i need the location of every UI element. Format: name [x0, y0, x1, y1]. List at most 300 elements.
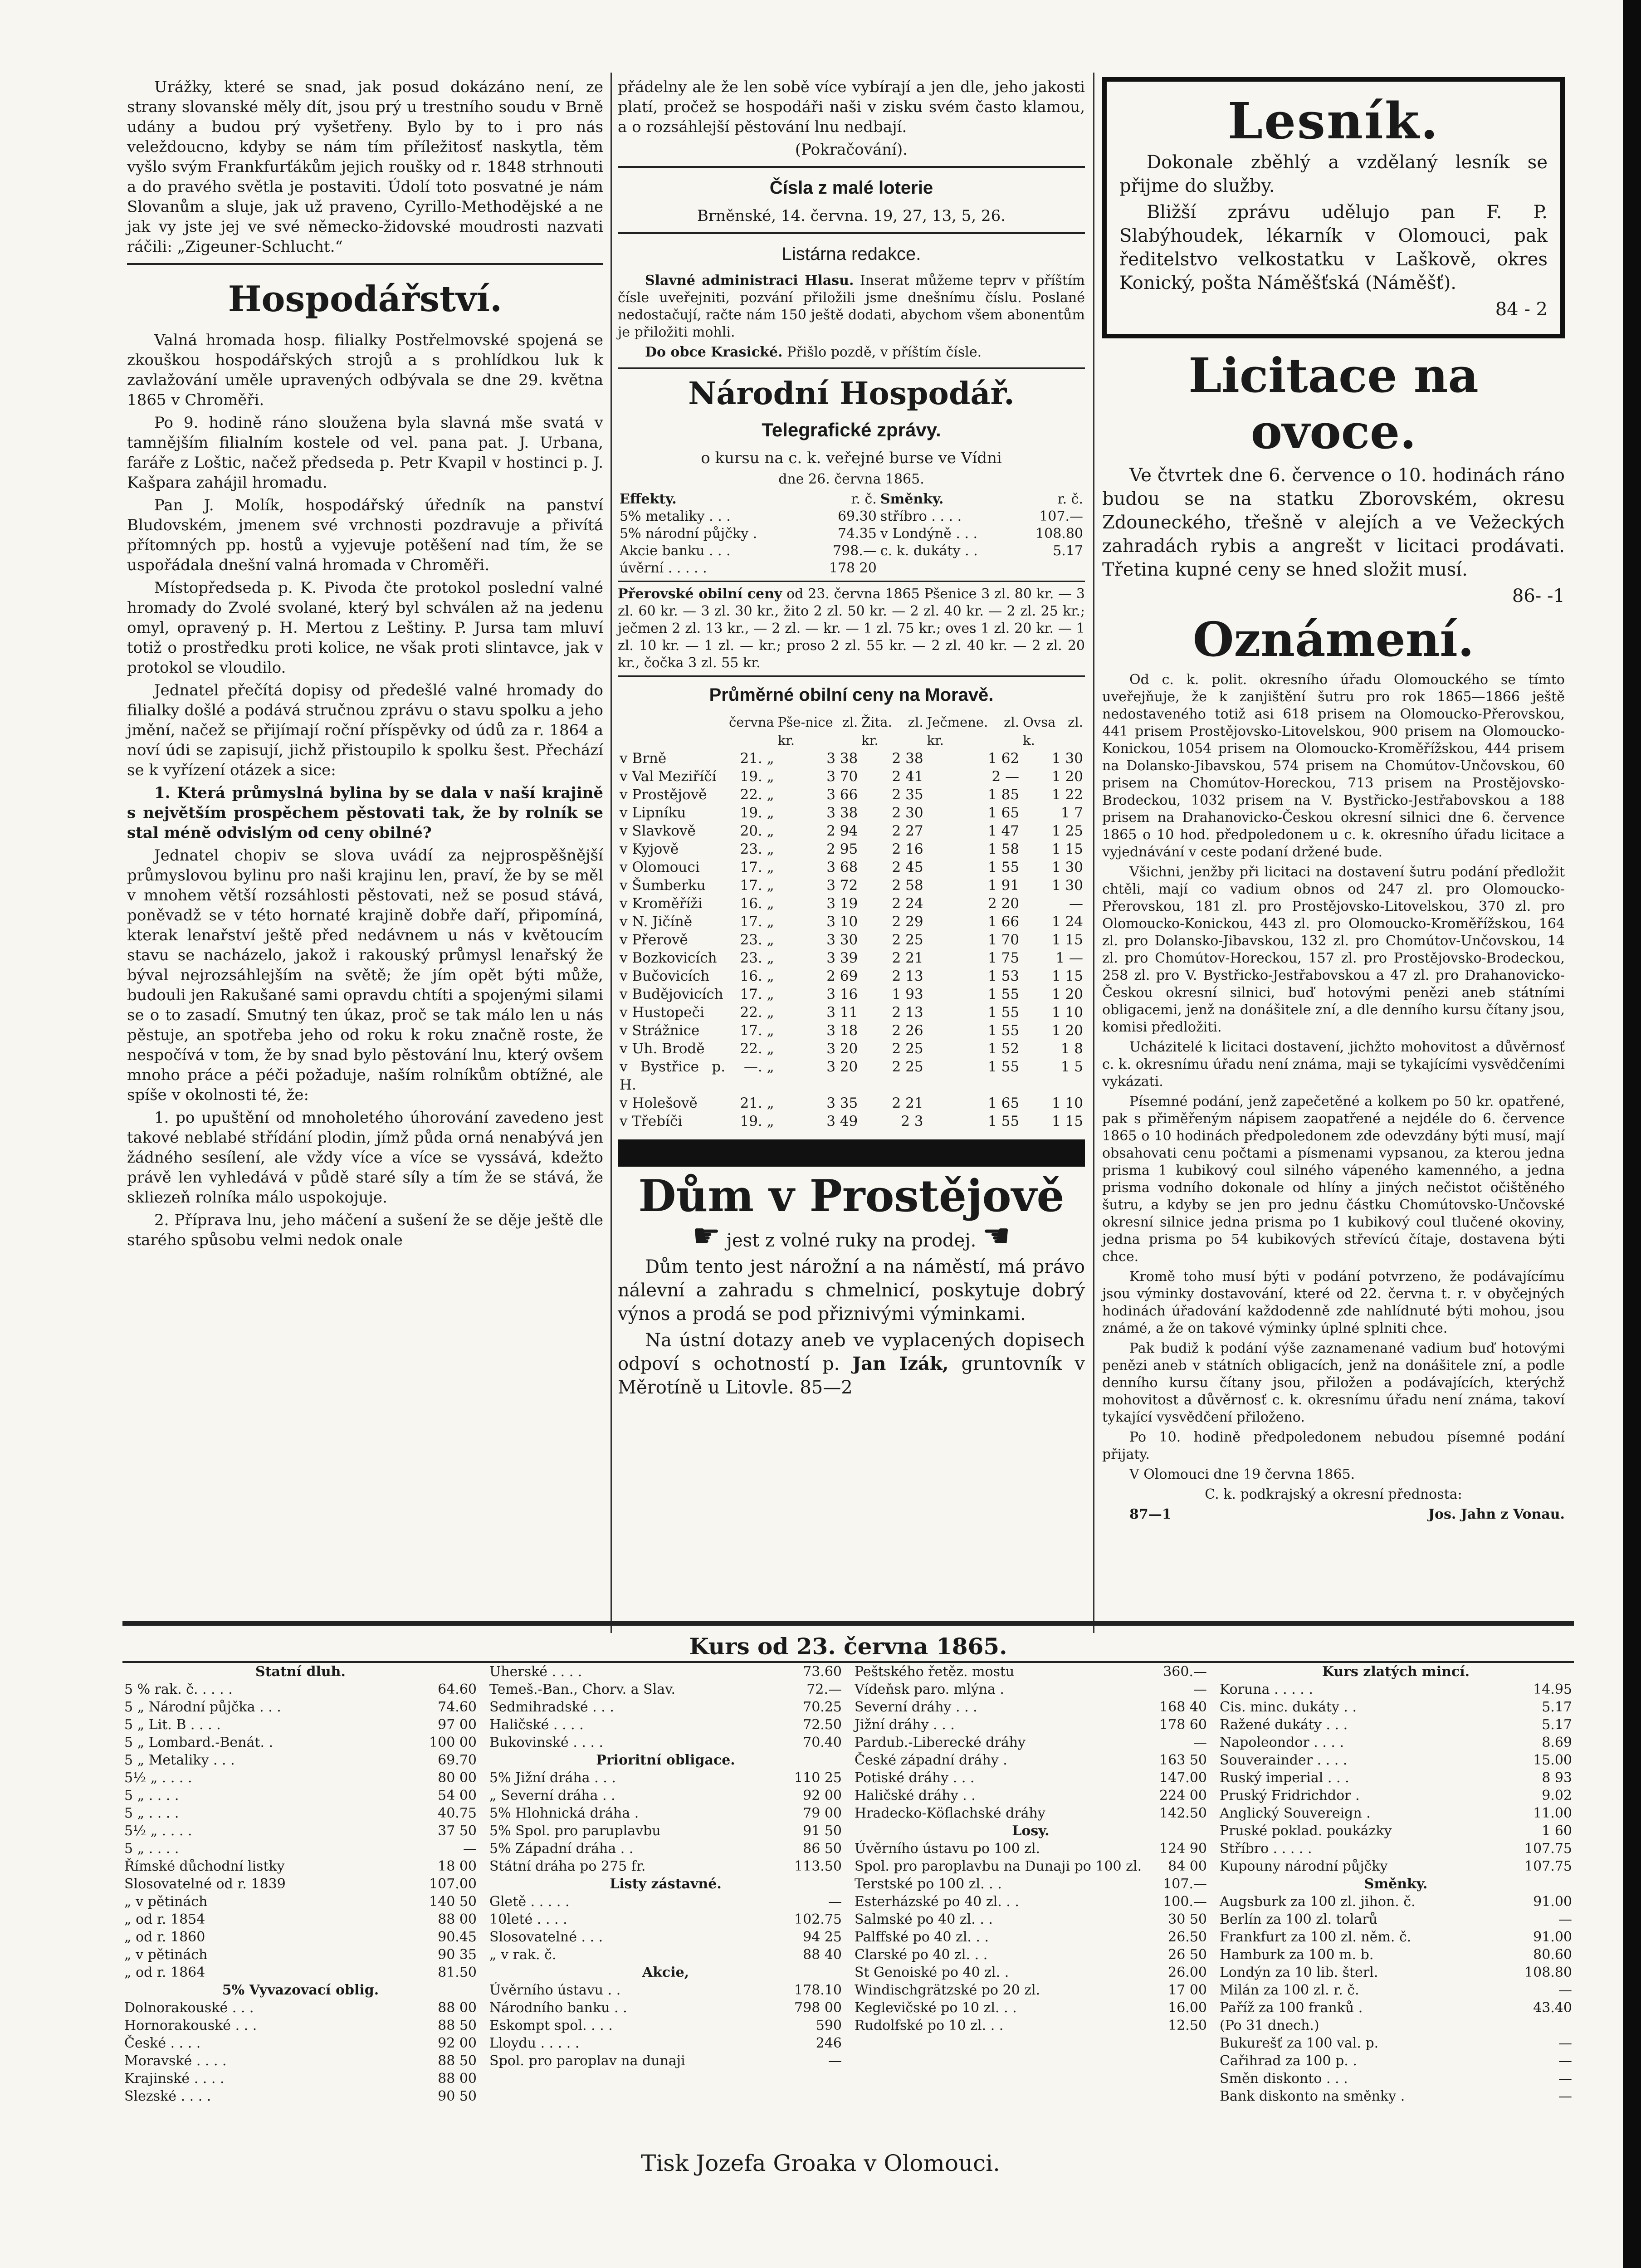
divider	[618, 367, 1085, 369]
table-row	[1218, 1681, 1574, 1698]
table-row	[1218, 2070, 1574, 2087]
cell: 5% metaliky . . .	[620, 508, 731, 524]
table-row	[122, 2087, 479, 2105]
cell: 3 16	[826, 986, 858, 1002]
cell-value: 246	[816, 2035, 842, 2051]
cell-value: —	[1558, 1982, 1572, 1998]
cell: 23. „	[740, 950, 774, 966]
table-row	[488, 1911, 844, 1928]
cell-value: 107.75	[1524, 1841, 1572, 1857]
cell: 1 53	[988, 968, 1020, 984]
cell: 1 —	[1055, 950, 1083, 966]
article-paragraph: Jednatel přečítá dopisy od předešlé valné hromady do filialky došlé a podává stručnou zprávu o stavu spolku a jeho jmění, načež se přijímají roční příspěvky od údů za r. 1864 a noví údi se zapisují, jichž přistoupilo k spolku šest. Přechází se k vyřízení otázek a sice:	[127, 681, 603, 779]
house-ad-text: Dům tento jest nárožní a na náměstí, má právo nálevní a zahradu s chmelnicí, poskytuje dobrý výnos a prodá se pod přiznivými výminkami.	[618, 1256, 1085, 1325]
table-row	[853, 1769, 1209, 1787]
telegraf-title: Telegrafické zprávy.	[762, 419, 941, 440]
table-row	[122, 1716, 479, 1734]
table-row	[618, 767, 1085, 786]
column-left	[127, 77, 603, 1253]
cell-value: —	[463, 1841, 477, 1857]
table-row	[1218, 2017, 1574, 2034]
cell-value: 37 50	[438, 1823, 477, 1839]
table-row	[488, 1734, 844, 1751]
pointing-hand-icon: ☛	[692, 1217, 721, 1254]
table-row	[1218, 1734, 1574, 1751]
cell-value: 5.17	[1542, 1717, 1572, 1733]
effects-head-rc: r. č.	[851, 491, 877, 507]
cell-value: 17 00	[1168, 1982, 1207, 1998]
cell-label: Palffské po 40 zl. . .	[855, 1929, 989, 1945]
column-header: Ječmene. zl. kr.	[927, 714, 1020, 748]
table-row	[618, 949, 1085, 967]
kurs-column-4	[1218, 1663, 1574, 2105]
table-row	[1218, 1999, 1574, 2017]
cell: v Kyjově	[620, 841, 679, 857]
cell-label: Bukurešť za 100 val. p.	[1220, 2035, 1379, 2051]
cell-label: Slosovatelné . . .	[489, 1929, 603, 1945]
cell: 3 35	[826, 1095, 858, 1111]
cell-label: 5 „ . . . .	[124, 1841, 179, 1857]
table-row	[618, 1112, 1085, 1130]
lesnik-title: Lesník.	[1227, 92, 1440, 150]
cell: 5% národní půjčky .	[620, 526, 757, 542]
oznameni-paragraph: Pak budiž k podání výše zaznamenané vadium buď hotovými penězi aneb v státních obligacích, jenž na donášitele zní, a podle denního kursu čítany jsou, přiložen a podávajících, kterýchž mohovitost a důvěrnosť c. k. okresnímu úřadu není známa, takoví tykající vysvědčení přiloženo.	[1102, 1340, 1565, 1425]
listarna-text: Přišlo pozdě, v příštím čísle.	[787, 344, 982, 360]
cell-label: 5½ „ . . . .	[124, 1770, 192, 1786]
table-row	[122, 2070, 479, 2087]
cell-label: Pardub.-Liberecké dráhy	[855, 1735, 1026, 1750]
cell: 2 26	[892, 1022, 923, 1039]
exchange-rates-title: Kurs od 23. června 1865.	[689, 1633, 1007, 1660]
section-heading: Listy zástavné.	[610, 1876, 722, 1892]
cell: 3 11	[826, 1004, 858, 1021]
cell: 1 70	[988, 932, 1020, 948]
to-be-continued: (Pokračování).	[795, 141, 908, 159]
cell-value: 73.60	[803, 1664, 842, 1680]
table-row	[618, 1040, 1085, 1058]
grain-price-table	[618, 713, 1085, 1130]
cell-label: Rudolfské po 10 zl. . .	[855, 2018, 1004, 2033]
cell-label: „ od r. 1860	[124, 1929, 205, 1945]
cell: 1 55	[988, 859, 1020, 875]
cell: 1 55	[988, 986, 1020, 1002]
column-header	[618, 713, 727, 749]
oznameni-signature: Jos. Jahn z Vonau.	[1428, 1506, 1565, 1522]
cell-label: České západní dráhy .	[855, 1752, 1007, 1768]
cell: 2 —	[991, 768, 1020, 785]
article-paragraph: 2. Příprava lnu, jeho máčení a sušení že se děje ještě dle starého spůsobu velmi nedok onale	[127, 1211, 603, 1249]
house-ad-name: Jan Izák,	[852, 1353, 949, 1374]
cell: 1 55	[988, 1004, 1020, 1021]
cell: 2 25	[892, 1059, 923, 1075]
oznameni-paragraph: Ucházitelé k licitaci dostavení, jichžto mohovitost a důvěrnosť c. k. okresnímu úřadu není známa, maji se tykajícími vysvědčeními vykázati.	[1102, 1039, 1565, 1090]
cell-label: 5 „ Lit. B . . . .	[124, 1717, 221, 1733]
table-row	[122, 2017, 479, 2034]
cell-label: „ v rak. č.	[489, 1947, 557, 1963]
cell: v N. Jičíně	[620, 914, 693, 930]
cell-value: 107.75	[1524, 1858, 1572, 1874]
section-heading: Losy.	[1012, 1823, 1050, 1839]
lesnik-text: Dokonale zběhlý a vzdělaný lesník se přijme do služby.	[1119, 152, 1548, 196]
grain-title: Průměrné obilní ceny na Moravě.	[709, 685, 994, 705]
cell-value: 64.60	[438, 1681, 477, 1697]
cell-label: 5% Spol. pro paruplavbu	[489, 1823, 661, 1839]
oznameni-paragraph: Kromě toho musí býti v podání potvrzeno, že podávajícímu jsou výminky dostavování, které od 22. června t. r. v obyčejných hodinách úřadování každodenně zde nahlídnuté býti mohou, jsou známé, a že on takové výminky úplné splniti chce.	[1102, 1269, 1565, 1336]
oznameni-signature-title: C. k. podkrajský a okresní přednosta:	[1205, 1486, 1462, 1502]
effects-head-rc: r. č.	[1057, 491, 1083, 507]
table-row	[122, 1999, 479, 2017]
cell: 1 30	[1051, 859, 1083, 875]
cell: v Budějovicích	[620, 986, 723, 1002]
cell-label: 5½ „ . . . .	[124, 1823, 192, 1839]
cell-value: 90.45	[438, 1929, 477, 1945]
article-paragraph: Valná hromada hosp. filialky Postřelmovské spojená se zkouškou hospodářských strojů a s prohlídkou luk k zavlažování uměle upravených odbývala se dne 29. května 1865 v Chroměři.	[127, 331, 603, 409]
table-row	[618, 913, 1085, 931]
prerov-title: Přerovské obilní ceny	[618, 586, 782, 602]
cell: 1 85	[988, 787, 1020, 803]
cell: 1 55	[988, 1059, 1020, 1075]
column-middle	[618, 77, 1085, 1402]
lottery-title: Čísla z malé loterie	[769, 178, 933, 198]
cell-value: 69.70	[438, 1752, 477, 1768]
table-row	[122, 1928, 479, 1946]
cell-value: 168 40	[1159, 1699, 1207, 1715]
house-ad-ref: 85—2	[800, 1377, 853, 1398]
table-row	[853, 1857, 1209, 1875]
table-row	[618, 985, 1085, 1003]
table-row	[1218, 2034, 1574, 2052]
cell-label: Spol. pro paroplav na dunaji	[489, 2053, 685, 2069]
cell: 1 25	[1051, 823, 1083, 839]
cell-label: Spol. pro paroplavbu na Dunaji po 100 zl.	[855, 1858, 1142, 1874]
cell: 1 91	[988, 877, 1020, 894]
cell-label: Úvěrního ústavu po 100 zl.	[855, 1841, 1040, 1857]
table-row	[122, 1751, 479, 1769]
table-row	[488, 1946, 844, 1964]
cell: —	[1069, 895, 1083, 912]
cell: 2 25	[892, 1041, 923, 1057]
cell: v Londýně . . .	[880, 526, 978, 542]
cell-value: 100 00	[429, 1735, 477, 1750]
cell-value: 108.80	[1524, 1965, 1572, 1980]
cell-label: Kupouny národní půjčky	[1220, 1858, 1388, 1874]
cell-label: Slosovatelné od r. 1839	[124, 1876, 286, 1892]
cell-value: 15.00	[1533, 1752, 1572, 1768]
cell-value: 163 50	[1159, 1752, 1207, 1768]
cell-value: 90 50	[438, 2088, 477, 2104]
cell: 22. „	[740, 1041, 774, 1057]
cell-value: 84 00	[1168, 1858, 1207, 1874]
cell: v Bystřice p. H.	[620, 1059, 726, 1093]
narodni-hospodar-title: Národní Hospodář.	[688, 376, 1015, 412]
house-ad-title: Dům v Prostějově	[638, 1170, 1065, 1222]
table-row	[618, 543, 1085, 560]
cell-value: 590	[816, 2018, 842, 2033]
table-row	[853, 1893, 1209, 1911]
cell-label: Clarské po 40 zl. . .	[855, 1947, 988, 1963]
cell: 1 30	[1051, 750, 1083, 767]
cell-value: 94 25	[803, 1929, 842, 1945]
table-row	[853, 1928, 1209, 1946]
cell: 17. „	[740, 914, 774, 930]
table-row	[488, 1822, 844, 1840]
cell-label: Dolnorakouské . . .	[124, 2000, 254, 2016]
cell-label: Frankfurt za 100 zl. něm. č.	[1220, 1929, 1411, 1945]
kurs-table	[853, 1840, 1209, 2034]
effects-head: Effekty.	[620, 491, 677, 507]
cell: 21. „	[740, 1095, 774, 1111]
intro-paragraph: Urážky, které se snad, jak posud dokázáno není, ze strany slovanské měly dít, jsou prý u trestního soudu v Brně udány a budou prý vyšetřeny. Bylo by to i pro nás veleždoucno, kdyby se nám tím příležitosť naskytla, těm vyšlo svým Frankfurťákům jejich roušky od r. 1848 strhnouti a do pravého světla je postaviti. Údolí toto posvatné je nám Slovanům a sluje, jak už praveno, Cyrillo-Methodějské a ne jak vy jste jej ve své německo-židovské moudrosti nazvati ráčili: „Zigeuner-Schlucht.“	[127, 78, 603, 256]
cell-label: Bukovinské . . . .	[489, 1735, 604, 1750]
table-row	[1218, 1840, 1574, 1857]
table-row	[488, 1857, 844, 1875]
table-row	[1218, 1822, 1574, 1840]
cell: 1 93	[892, 986, 923, 1002]
cell-label: Moravské . . . .	[124, 2053, 227, 2069]
oznameni-ref: 87—1	[1129, 1506, 1172, 1522]
exchange-head: Směnky.	[880, 491, 944, 507]
cell-value: 97 00	[438, 1717, 477, 1733]
cell-value: 18 00	[438, 1858, 477, 1874]
cell: 2 25	[892, 932, 923, 948]
cell: 2 16	[892, 841, 923, 857]
cell-label: Slezské . . . .	[124, 2088, 211, 2104]
cell-value: 88 40	[803, 1947, 842, 1963]
table-row	[853, 1964, 1209, 1981]
column-header: června	[729, 714, 774, 730]
section-heading: Statní dluh.	[255, 1664, 346, 1680]
cell-value: —	[1558, 2053, 1572, 2069]
cell: 3 49	[826, 1113, 858, 1129]
kurs-table	[1218, 1893, 1574, 2105]
cell-value: 16.00	[1168, 2000, 1207, 2016]
cell-value: 8.69	[1542, 1735, 1572, 1750]
house-ad-contact: Na ústní dotazy aneb ve vyplacených dopisech odpoví s ochotností p.	[618, 1330, 1085, 1374]
cell-label: Ruský imperial . . .	[1220, 1770, 1349, 1786]
cell-label: Temeš.-Ban., Chorv. a Slav.	[489, 1681, 676, 1697]
cell: 23. „	[740, 932, 774, 948]
table-row	[122, 1787, 479, 1804]
cell-label: Ražené dukáty . . .	[1220, 1717, 1348, 1733]
cell: 2 41	[892, 768, 923, 785]
kurs-table	[1218, 1681, 1574, 1875]
cell-label: Lloydu . . . . .	[489, 2035, 580, 2051]
cell-value: —	[1193, 1681, 1207, 1697]
cell: 20. „	[740, 823, 774, 839]
cell-label: Úvěrního ústavu . .	[489, 1982, 621, 1998]
cell: 1 22	[1051, 787, 1083, 803]
table-row	[1218, 1769, 1574, 1787]
cell: 19. „	[740, 1113, 774, 1129]
cell-value: 70.40	[803, 1735, 842, 1750]
cell: 19. „	[740, 768, 774, 785]
column-header: Pše-nice zl. kr.	[777, 714, 858, 748]
table-row	[488, 1698, 844, 1716]
cell-value: 178.10	[794, 1982, 842, 1998]
cell: 17. „	[740, 877, 774, 894]
cell: 107.—	[1039, 508, 1083, 524]
kurs-table	[853, 1663, 1209, 1822]
cell-value: 102.75	[794, 1911, 842, 1927]
article-paragraph: 1. Která průmyslná bylina by se dala v naší krajině s největším prospěchem pěstovati tak, že by rolník se stal méně odvislým od ceny obilné?	[127, 784, 603, 842]
kurs-table	[122, 1681, 479, 1981]
cell-value: 142.50	[1159, 1805, 1207, 1821]
cell: 2 13	[892, 968, 923, 984]
cell-label: Milán za 100 zl. r. č.	[1220, 1982, 1359, 1998]
table-row	[1218, 1946, 1574, 1964]
table-row	[618, 525, 1085, 543]
divider	[618, 581, 1085, 582]
cell-value: 360.—	[1163, 1664, 1207, 1680]
cell: 2 35	[892, 787, 923, 803]
cell-label: Hradecko-Köflachské dráhy	[855, 1805, 1045, 1821]
cell-value: 178 60	[1159, 1717, 1207, 1733]
table-row	[618, 876, 1085, 894]
cell-value: 8 93	[1542, 1770, 1572, 1786]
cell-label: 5% Jižní dráha . . .	[489, 1770, 616, 1786]
cell: —. „	[743, 1059, 774, 1075]
cell: 3 20	[826, 1041, 858, 1057]
cell-label: Sedmihradské . . .	[489, 1699, 614, 1715]
cell-label: 5% Západní dráha . .	[489, 1841, 634, 1857]
cell: v Strážnice	[620, 1022, 700, 1039]
cell-label: Vídeňsk paro. mlýna .	[855, 1681, 1004, 1697]
cell-label: Windischgrätzské po 20 zl.	[855, 1982, 1040, 1998]
cell-label: Hornorakouské . . .	[124, 2018, 257, 2033]
cell: 1 15	[1051, 932, 1083, 948]
section-heading: Akcie,	[642, 1965, 689, 1980]
cell: 17. „	[740, 986, 774, 1002]
section-heading: 5% Vyvazovací oblig.	[222, 1982, 379, 1998]
cell: stříbro . . . .	[880, 508, 962, 524]
cell: 3 19	[826, 895, 858, 912]
cell: 1 15	[1051, 841, 1083, 857]
table-row	[853, 1787, 1209, 1804]
cell-label: Augsburk za 100 zl. jihon. č.	[1220, 1894, 1416, 1910]
table-row	[1218, 1981, 1574, 1999]
cell-label: Napoleondor . . . .	[1220, 1735, 1344, 1750]
table-row	[618, 508, 1085, 525]
cell-value: 113.50	[794, 1858, 842, 1874]
cell-value: —	[828, 2053, 842, 2069]
section-heading: Prioritní obligace.	[596, 1752, 735, 1768]
table-row	[853, 1681, 1209, 1698]
cell-value: 43.40	[1533, 2000, 1572, 2016]
table-row	[122, 1857, 479, 1875]
divider	[618, 232, 1085, 234]
table-row	[488, 1804, 844, 1822]
column-header: Ovsa zl. k.	[1023, 714, 1083, 748]
effects-table	[618, 491, 1085, 577]
cell: v Lipníku	[620, 805, 686, 821]
oznameni-title: Oznámení.	[1192, 611, 1475, 667]
table-row	[122, 1911, 479, 1928]
table-row	[1218, 1928, 1574, 1946]
cell-value: 100.—	[1163, 1894, 1207, 1910]
cell-value: —	[1193, 1735, 1207, 1750]
cell: 3 39	[826, 950, 858, 966]
cell-value: 92 00	[803, 1788, 842, 1804]
cell-label: „ v pětinách	[124, 1894, 208, 1910]
cell-value: 81.50	[438, 1965, 477, 1980]
cell: 2 20	[988, 895, 1020, 912]
cell: 1 15	[1051, 968, 1083, 984]
cell-label: Keglevičské po 10 zl. . .	[855, 2000, 1017, 2016]
table-row	[122, 1681, 479, 1698]
cell: 1 8	[1060, 1041, 1083, 1057]
table-row	[122, 1822, 479, 1840]
cell: 2 24	[892, 895, 923, 912]
house-ad-location: gruntovník v Měrotíně u Litovle.	[618, 1354, 1085, 1398]
table-row	[618, 967, 1085, 985]
divider	[618, 166, 1085, 168]
column-header: Žita. zl. kr.	[861, 714, 923, 748]
cell: 16. „	[740, 968, 774, 984]
oznameni-paragraph: Písemné podání, jenž zapečetěné a kolkem po 50 kr. opatřené, pak s přiměřeným nápisem zaopatřené a nejdéle do 6. července 1865 o 10 hodinách předpoledonem zde odevzdány býti musí, mají obsahovati cenu počtami a písmenami vypsanou, za kterou jedna prisma 1 kubikový coul silného vápeného kamenného, a jedna prisma vodního dokonale od hlíny a jiných nečistot očištěného šutru, a kdyby se jen pro jednu částku Chomútovsko-Unčovské okresní silnice jedna prisma po 1 kubikový coul tlučené okoviny, jedna prisma po 54 kubikových střevícú čítaje, dostavena býti chce.	[1102, 1094, 1565, 1265]
cell-value: 26 50	[1168, 1947, 1207, 1963]
article-paragraph: Místopředseda p. K. Pivoda čte protokol poslední valné hromady do Zvolé svolané, který byl schválen až na jedenu omyl, opravený p. H. Mertou z Leštiny. P. Jursa tam mluví totiž o prostředku proti kolice, ne však proti slintavce, jak v protokol se vloudilo.	[127, 579, 603, 677]
table-row	[488, 1840, 844, 1857]
cell: 1 47	[988, 823, 1020, 839]
licitace-ref: 86- -1	[1512, 586, 1565, 606]
cell	[879, 560, 1016, 577]
table-row	[1218, 1911, 1574, 1928]
cell: 2 94	[826, 823, 858, 839]
exchange-rates-section	[122, 1615, 1574, 2105]
cell: 3 72	[826, 877, 858, 894]
cell	[1016, 560, 1085, 577]
cell-label: 5 „ Metaliky . . .	[124, 1752, 235, 1768]
cell-label: Souverainder . . . .	[1220, 1752, 1348, 1768]
cell: 1 20	[1051, 768, 1083, 785]
table-row	[488, 2052, 844, 2070]
oznameni-paragraph: Všichni, jenžby při licitaci na dostavení šutru podání předložit chtěli, mají co vadium obnos od 247 zl. pro Olomoucko-Přerovskou, 181 zl. pro Prostějovsko-Litovelskou, 370 zl. pro Olomoucko-Konickou, 443 zl. pro Olomoucko-Kroměřížskou, 164 zl. pro Dolansko-Jibavskou, 132 zl. pro Chomútov-Unčovskou, 14 zl. pro Chomútov-Horeckou, 157 zl. pro Prostějovsko-Brodeckou, 258 zl. pro V. Bystřicko-Jestřabovskou a 47 zl. pro Drahanovicko-Českou okresní silnici, buď hotovými penězi aneb státními obligacemi, jenž na donášitele zní, a dle denního kursu čítany jsou, komisi předložiti.	[1102, 864, 1565, 1035]
cell: 1 62	[988, 750, 1020, 767]
cell-label: „ v pětinách	[124, 1947, 208, 1963]
table-row	[1218, 2087, 1574, 2105]
cell-label: Haličské . . . .	[489, 1717, 584, 1733]
kurs-table	[488, 1981, 844, 2070]
cell-value: 91.00	[1533, 1929, 1572, 1945]
cell-label: Římské důchodní listky	[124, 1858, 285, 1874]
cell: 1 5	[1060, 1059, 1083, 1075]
cell: c. k. dukáty . .	[880, 543, 978, 559]
column-rule-2	[1093, 73, 1094, 1633]
cell: 1 7	[1060, 805, 1083, 821]
lesnik-ref: 84 - 2	[1495, 299, 1548, 320]
licitace-text: Ve čtvrtek dne 6. července o 10. hodinách ráno budou se na statku Zborovském, okresu Zdouneckého, třešně v alejích a ve Vežeckých zahradách rybis a angrešt v licitaci prodávati. Třetina kupné ceny se hned složit musí.	[1102, 465, 1565, 580]
table-row	[1218, 1787, 1574, 1804]
cell: 3 20	[826, 1059, 858, 1075]
listarna-text: Inserat můžeme teprv v příštím čísle uveřejniti, pozvání přiložili jsme dnešnímu číslu. Poslané nedostačují, račte nám 150 ještě dodati, abychom všem abonentům je přiložiti mohli.	[618, 273, 1085, 340]
cell: 17. „	[740, 1022, 774, 1039]
cell-label: Paříž za 100 franků .	[1220, 2000, 1363, 2016]
cell-value: 88 00	[438, 1911, 477, 1927]
page-edge-dark	[1623, 0, 1641, 2268]
table-row	[853, 1911, 1209, 1928]
cell: 2 27	[892, 823, 923, 839]
table-row	[122, 1769, 479, 1787]
cell: 1 10	[1051, 1004, 1083, 1021]
cell: 1 75	[988, 950, 1020, 966]
cell: 3 18	[826, 1022, 858, 1039]
cell: 2 38	[892, 750, 923, 767]
table-row	[488, 2034, 844, 2052]
cell: 74.35	[837, 526, 877, 542]
article-paragraph: Po 9. hodině ráno sloužena byla slavná mše svatá v tamnějším filialním kostele od vel. pana pat. J. Urbana, faráře z Loštic, načež předseda p. Petr Kvapil v hostinci p. J. Kašpara zahájil hromadu.	[127, 414, 603, 492]
cell: 178 20	[829, 560, 877, 576]
cell-value: 26.50	[1168, 1929, 1207, 1945]
